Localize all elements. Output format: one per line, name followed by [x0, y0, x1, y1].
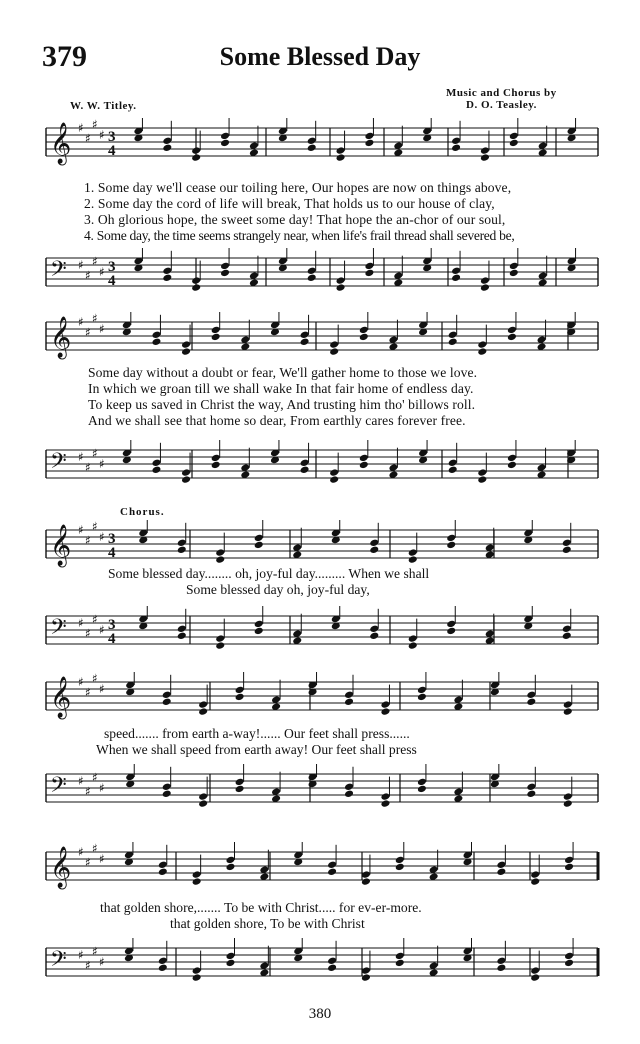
chorus-line1-lower: Some blessed day oh, joy-ful day, [186, 582, 370, 597]
svg-text:3: 3 [108, 259, 116, 275]
svg-text:♯: ♯ [85, 958, 91, 973]
svg-text:♯: ♯ [85, 784, 91, 799]
svg-text:♯: ♯ [99, 623, 105, 637]
verse-4-line-a: 4. Some day, the time seems strangely near, when life's frail thread shall severed be, [84, 228, 515, 243]
svg-text:♯: ♯ [85, 685, 91, 700]
svg-text:♯: ♯ [99, 128, 105, 142]
svg-text:♯: ♯ [92, 254, 98, 269]
chorus-line1-upper: Some blessed day........ oh, joy-ful day......... When we shall [108, 566, 430, 581]
svg-text:♯: ♯ [78, 774, 84, 788]
svg-text:♯: ♯ [78, 948, 84, 962]
svg-text:♯: ♯ [85, 533, 91, 548]
svg-text:♯: ♯ [92, 520, 98, 534]
svg-text:♯: ♯ [99, 530, 105, 544]
svg-text:𝄞: 𝄞 [50, 847, 72, 888]
svg-text:4: 4 [108, 631, 116, 647]
svg-text:♯: ♯ [78, 616, 84, 630]
svg-text:♯: ♯ [85, 855, 91, 870]
svg-text:♯: ♯ [85, 131, 91, 146]
svg-text:𝄞: 𝄞 [50, 123, 72, 164]
svg-text:𝄞: 𝄞 [50, 525, 72, 566]
svg-text:𝄢: 𝄢 [50, 947, 67, 977]
music-credit-line2: D. O. Teasley. [466, 99, 537, 111]
svg-text:♯: ♯ [85, 325, 91, 340]
svg-text:♯: ♯ [92, 118, 98, 132]
verse-1-line-a: 1. Some day we'll cease our toiling here, Our hopes are now on things above, [84, 180, 512, 195]
svg-text:4: 4 [108, 273, 116, 289]
verse-3-line-b: To keep us saved in Christ the way, And trusting him tho' billows roll. [88, 397, 476, 412]
svg-text:♯: ♯ [92, 944, 98, 959]
treble-staff-system-4 [0, 672, 640, 732]
svg-text:𝄞: 𝄞 [50, 317, 72, 358]
svg-text:3: 3 [108, 617, 116, 633]
verse-1-line-b: Some day without a doubt or fear, We'll gather home to those we love. [88, 365, 478, 380]
svg-text:♯: ♯ [99, 852, 105, 866]
svg-text:♯: ♯ [99, 781, 105, 795]
svg-text:𝄢: 𝄢 [50, 615, 67, 645]
hymn-number: 379 [42, 40, 87, 73]
svg-text:♯: ♯ [92, 312, 98, 326]
words-credit: W. W. Titley. [70, 100, 137, 112]
svg-text:♯: ♯ [78, 450, 84, 464]
verse-2-line-a: 2. Some day the cord of life will break, That holds us to our house of clay, [84, 196, 495, 211]
page-number: 380 [308, 1006, 332, 1022]
treble-staff-system-1 [0, 118, 640, 178]
svg-text:♯: ♯ [85, 626, 91, 641]
verse-3-line-a: 3. Oh glorious hope, the sweet some day! That hope the an-chor of our soul, [84, 212, 506, 227]
svg-text:♯: ♯ [99, 682, 105, 696]
chorus-line3-upper: that golden shore,....... To be with Christ..... for ev-er-more. [100, 900, 422, 915]
svg-text:♯: ♯ [99, 955, 105, 969]
svg-text:♯: ♯ [92, 672, 98, 686]
hymn-title: Some Blessed Day [219, 42, 421, 71]
music-credit-line1: Music and Chorus by [446, 87, 557, 99]
bass-staff-system-4 [0, 764, 640, 824]
chorus-line2-lower: When we shall speed from earth away! Our feet shall press [96, 742, 417, 757]
chorus-label: Chorus. [120, 506, 165, 518]
svg-text:♯: ♯ [99, 265, 105, 279]
svg-text:♯: ♯ [92, 842, 98, 856]
svg-text:♯: ♯ [85, 460, 91, 475]
svg-text:♯: ♯ [78, 258, 84, 272]
svg-text:♯: ♯ [99, 457, 105, 471]
treble-staff-system-2 [0, 312, 640, 372]
svg-text:𝄢: 𝄢 [50, 257, 67, 287]
svg-text:♯: ♯ [92, 770, 98, 785]
bass-staff-system-2 [0, 440, 640, 500]
svg-text:♯: ♯ [78, 315, 84, 329]
verse-2-line-b: In which we groan till we shall wake In that fair home of endless day. [88, 381, 474, 396]
svg-text:♯: ♯ [92, 446, 98, 461]
svg-text:♯: ♯ [92, 612, 98, 627]
bass-staff-system-3 [0, 606, 640, 666]
svg-text:3: 3 [108, 129, 116, 145]
svg-text:4: 4 [108, 545, 116, 561]
svg-text:𝄞: 𝄞 [50, 677, 72, 718]
svg-text:4: 4 [108, 143, 116, 159]
svg-text:3: 3 [108, 531, 116, 547]
chorus-line2-upper: speed....... from earth a-way!...... Our feet shall press...... [104, 726, 410, 741]
svg-text:𝄢: 𝄢 [50, 773, 67, 803]
svg-text:♯: ♯ [78, 845, 84, 859]
svg-text:♯: ♯ [78, 675, 84, 689]
bass-staff-system-1 [0, 248, 640, 308]
svg-text:♯: ♯ [99, 322, 105, 336]
chorus-line3-lower: that golden shore, To be with Christ [170, 916, 365, 931]
svg-text:♯: ♯ [78, 523, 84, 537]
bass-staff-system-5 [0, 938, 640, 998]
treble-staff-system-5 [0, 842, 640, 902]
svg-text:♯: ♯ [85, 268, 91, 283]
svg-text:♯: ♯ [78, 121, 84, 135]
svg-text:𝄢: 𝄢 [50, 449, 67, 479]
verse-4-line-b: And we shall see that home so dear, From earthly cares forever free. [88, 413, 466, 428]
